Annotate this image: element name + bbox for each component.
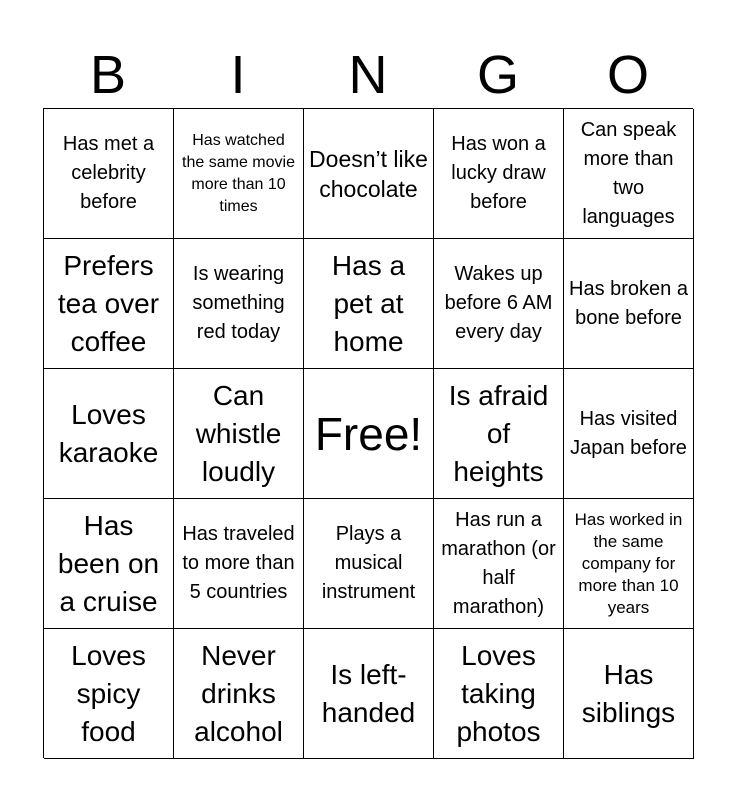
cell-text: Is left-handed <box>321 658 416 728</box>
cell-text: Has won a lucky draw before <box>451 133 546 213</box>
bingo-cell[interactable] <box>564 239 694 369</box>
free-space-text: Free! <box>314 407 423 460</box>
bingo-grid <box>43 108 693 758</box>
bingo-cell[interactable] <box>174 239 304 369</box>
header-letter-b: B <box>89 45 127 105</box>
bingo-cell[interactable] <box>434 499 564 629</box>
cell-text: Loves spicy food <box>71 639 146 747</box>
bingo-cell[interactable] <box>174 629 304 759</box>
cell-text: Doesn’t like chocolate <box>309 145 428 202</box>
bingo-cell[interactable] <box>434 109 564 239</box>
bingo-cell[interactable] <box>564 109 694 239</box>
cell-text: Has watched the same movie more than 10 times <box>182 131 295 215</box>
cell-text: Can whistle loudly <box>195 379 282 487</box>
cell-text: Has worked in the same company for more than 10 years <box>574 509 683 617</box>
bingo-cell[interactable] <box>304 109 434 239</box>
cell-text: Has been on a cruise <box>57 509 160 617</box>
header-letter-o: O <box>606 45 649 105</box>
cell-text: Loves karaoke <box>58 398 159 468</box>
header-letter-i: I <box>230 45 246 105</box>
bingo-cell[interactable] <box>304 629 434 759</box>
cell-text: Prefers tea over coffee <box>57 249 160 357</box>
cell-text: Is afraid of heights <box>448 379 549 487</box>
cell-text: Has visited Japan before <box>570 407 687 459</box>
bingo-cell[interactable] <box>44 499 174 629</box>
cell-text: Has a pet at home <box>331 249 406 357</box>
bingo-cell[interactable] <box>564 499 694 629</box>
bingo-cell[interactable] <box>44 629 174 759</box>
cell-text: Has traveled to more than 5 countries <box>182 523 295 603</box>
bingo-cell[interactable] <box>44 109 174 239</box>
cell-text: Plays a musical instrument <box>321 523 416 603</box>
cell-text: Has met a celebrity before <box>62 133 155 213</box>
cell-text: Has siblings <box>581 658 676 728</box>
cell-text: Is wearing something red today <box>192 263 285 343</box>
header-letter-g: G <box>476 45 519 105</box>
bingo-cell[interactable] <box>434 369 564 499</box>
cell-text: Never drinks alcohol <box>194 639 283 747</box>
bingo-cell[interactable] <box>44 369 174 499</box>
bingo-cell[interactable] <box>174 499 304 629</box>
cell-text: Has broken a bone before <box>569 277 688 329</box>
bingo-cell[interactable] <box>564 369 694 499</box>
bingo-cell[interactable] <box>434 629 564 759</box>
bingo-cell[interactable] <box>44 239 174 369</box>
bingo-cell[interactable] <box>174 369 304 499</box>
bingo-cell[interactable] <box>304 239 434 369</box>
bingo-cell[interactable] <box>304 499 434 629</box>
bingo-header <box>43 40 693 110</box>
cell-text: Loves taking photos <box>456 639 541 747</box>
cell-text: Wakes up before 6 AM every day <box>444 263 553 343</box>
cell-text: Can speak more than two languages <box>580 118 677 228</box>
cell-text: Has run a marathon (or half marathon) <box>441 508 556 618</box>
bingo-cell[interactable] <box>564 629 694 759</box>
header-letter-n: N <box>348 45 388 105</box>
bingo-cell[interactable] <box>434 239 564 369</box>
bingo-cell[interactable] <box>174 109 304 239</box>
free-space-cell[interactable] <box>304 369 434 499</box>
